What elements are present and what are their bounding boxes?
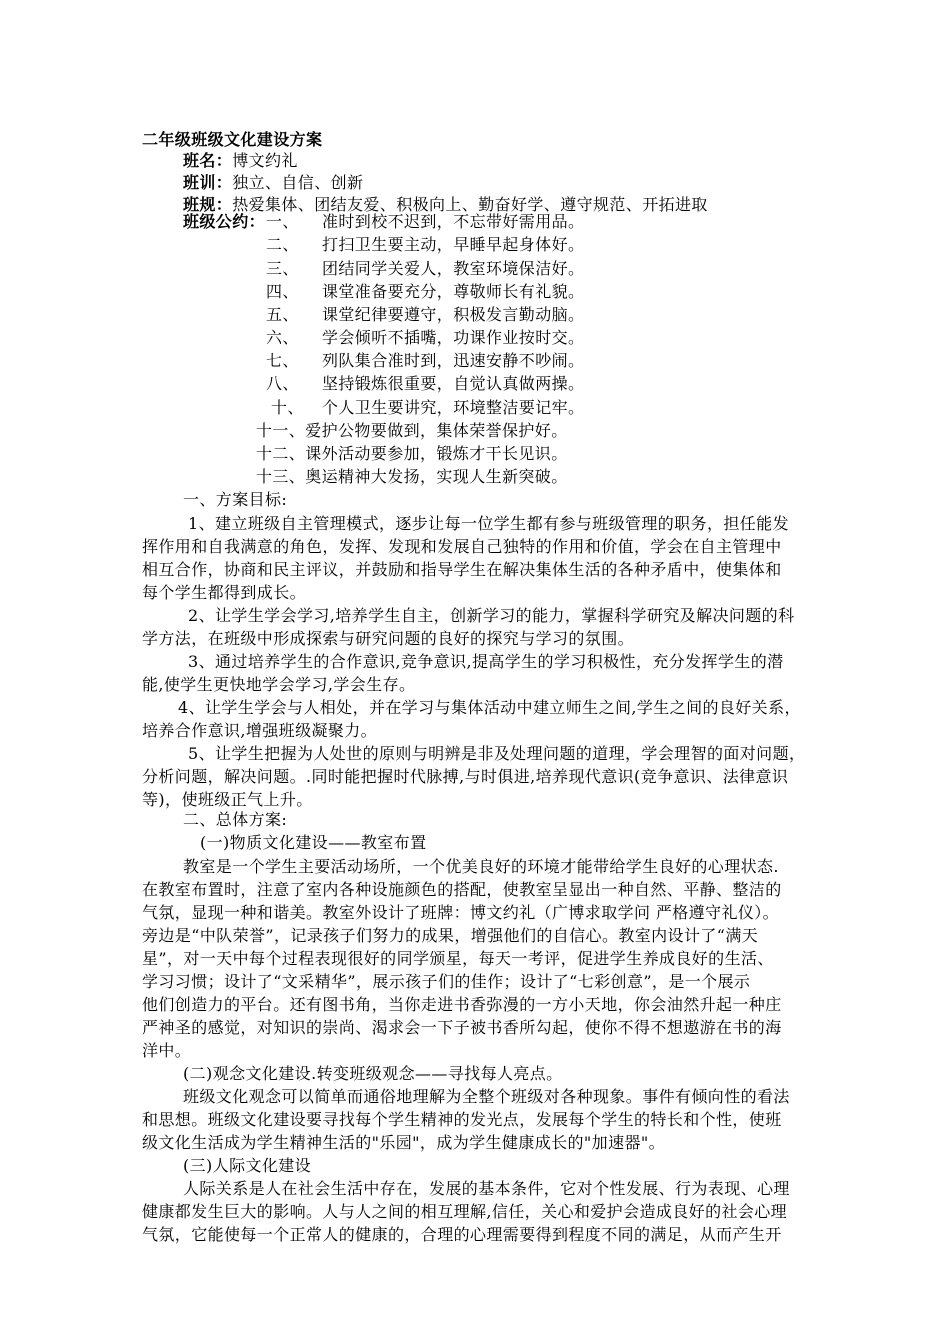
section-heading: 一、方案目标: xyxy=(183,490,288,509)
paragraph-line: 等)，使班级正气上升。 xyxy=(142,790,313,809)
paragraph-line: 洋中。 xyxy=(142,1041,192,1060)
paragraph-line: 分析问题，解决问题。.同时能把握时代脉搏,与时俱进,培养现代意识(竞争意识、法律意识 xyxy=(142,767,789,786)
paragraph-line: 相互合作，协商和民主评议，并鼓励和指导学生在解决集体生活的各种矛盾中，使集体和 xyxy=(142,560,782,579)
paragraph-line: 健康都发生巨大的影响。人与人之间的相互理解,信任，关心和爱护会造成良好的社会心理 xyxy=(142,1202,788,1221)
pact-item xyxy=(266,373,299,395)
class-name-value: 博文约礼 xyxy=(232,151,298,170)
paragraph-line: 星”，对一天中每个过程表现很好的同学颁星，每天一考评，促进学生养成良好的生活、 xyxy=(142,949,774,968)
pact-item-number: 二、 xyxy=(266,235,299,254)
pact-item-number: 十、 xyxy=(271,398,304,417)
pact-extra-item: 十二、课外活动要参加，锻炼才干长见识。 xyxy=(256,444,568,463)
pact-item xyxy=(266,327,299,349)
paragraph-line: 1、建立班级自主管理模式，逐步让每一位学生都有参与班级管理的职务，担任能发 xyxy=(188,514,789,533)
document-title: 二年级班级文化建设方案 xyxy=(142,130,323,149)
pact-item-text: 坚持锻炼很重要，自觉认真做两操。 xyxy=(322,374,585,393)
paragraph-line: 2、让学生学会学习,培养学生自主，创新学习的能力，掌握科学研究及解决问题的科 xyxy=(188,606,795,625)
paragraph-line: 在教室布置时，注意了室内各种设施颜色的搭配，使教室呈显出一种自然、平静、整洁的 xyxy=(142,880,782,899)
paragraph-line: 学习习惯；设计了“文采精华”，展示孩子们的佳作；设计了“七彩创意”，是一个展示 xyxy=(142,972,751,991)
paragraph-line: 班级文化观念可以简单而通俗地理解为全整个班级对各种现象。事件有倾向性的看法 xyxy=(183,1087,790,1106)
subsection-heading: (三)人际文化建设 xyxy=(183,1156,312,1175)
class-rules-value: 热爱集体、团结友爱、积极向上、勤奋好学、遵守规范、开拓进取 xyxy=(232,195,708,214)
paragraph-line: 级文化生活成为学生精神生活的"乐园"，成为学生健康成长的"加速器"。 xyxy=(142,1133,666,1152)
pact-item-text: 个人卫生要讲究，环境整洁要记牢。 xyxy=(322,398,585,417)
class-motto-value: 独立、自信、创新 xyxy=(232,173,364,192)
pact-item xyxy=(266,258,299,280)
pact-extra-item: 十三、奥运精神大发扬，实现人生新突破。 xyxy=(256,467,568,486)
class-rules-label: 班规： xyxy=(183,195,233,214)
pact-item xyxy=(266,304,299,326)
paragraph-line: 每个学生都得到成长。 xyxy=(142,583,307,602)
class-motto-label: 班训： xyxy=(183,173,233,192)
pact-item-number: 五、 xyxy=(266,305,299,324)
section-heading: 二、总体方案: xyxy=(183,810,288,829)
pact-item xyxy=(266,211,299,233)
paragraph-line: 和思想。班级文化建设要寻找每个学生精神的发光点，发展每个学生的特长和个性，使班 xyxy=(142,1110,782,1129)
pact-item xyxy=(266,281,299,303)
pact-item-number: 一、 xyxy=(266,212,299,231)
pact-item-text: 团结同学关爱人，教室环境保洁好。 xyxy=(322,259,585,278)
paragraph-line: 旁边是“中队荣誉”，记录孩子们努力的成果，增强他们的自信心。教室内设计了“满天 xyxy=(142,926,759,945)
paragraph-line: 3、通过培养学生的合作意识,竞争意识,提高学生的学习积极性，充分发挥学生的潜 xyxy=(188,652,784,671)
paragraph-line: 培养合作意识,增强班级凝聚力。 xyxy=(142,721,378,740)
class-pact-label: 班级公约： xyxy=(183,212,266,231)
pact-item-text: 准时到校不迟到，不忘带好需用品。 xyxy=(322,212,585,231)
subsection-heading: (二)观念文化建设.转变班级观念——寻找每人亮点。 xyxy=(183,1064,563,1083)
paragraph-line: 严神圣的感觉，对知识的崇尚、渴求会一下子被书香所勾起，使你不得不想遨游在书的海 xyxy=(142,1018,782,1037)
pact-extra-item: 十一、爱护公物要做到，集体荣誉保护好。 xyxy=(256,421,568,440)
pact-item-number: 三、 xyxy=(266,259,299,278)
pact-item-number: 八、 xyxy=(266,374,299,393)
pact-item-text: 课堂纪律要遵守，积极发言勤动脑。 xyxy=(322,305,585,324)
paragraph-line: 人际关系是人在社会生活中存在，发展的基本条件，它对个性发展、行为表现、心理 xyxy=(183,1179,790,1198)
pact-item-text: 学会倾听不插嘴，功课作业按时交。 xyxy=(322,328,585,347)
paragraph-line: 气氛，它能使每一个正常人的健康的，合理的心理需要得到程度不同的满足，从而产生开 xyxy=(142,1225,782,1244)
paragraph-line: 挥作用和自我满意的角色，发挥、发现和发展自己独特的作用和价值，学会在自主管理中 xyxy=(142,537,782,556)
subsection-heading: (一)物质文化建设——教室布置 xyxy=(200,833,427,852)
paragraph-line: 教室是一个学生主要活动场所，一个优美良好的环境才能带给学生良好的心理状态. xyxy=(183,857,779,876)
paragraph-line: 他们创造力的平台。还有图书角，当你走进书香弥漫的一方小天地，你会油然升起一种庄 xyxy=(142,995,782,1014)
pact-item-text: 打扫卫生要主动，早睡早起身体好。 xyxy=(322,235,585,254)
pact-item-number: 六、 xyxy=(266,328,299,347)
pact-item xyxy=(271,397,304,419)
class-name-row xyxy=(183,150,298,172)
pact-item-text: 课堂准备要充分，尊敬师长有礼貌。 xyxy=(322,282,585,301)
pact-item xyxy=(266,350,299,372)
class-name-label: 班名： xyxy=(183,151,233,170)
class-motto-row xyxy=(183,172,363,194)
paragraph-line: 气氛，显现一种和谐美。教室外设计了班牌：博文约礼（广博求取学问 严格遵守礼仪）。 xyxy=(142,903,780,922)
pact-item-text: 列队集合准时到，迅速安静不吵闹。 xyxy=(322,351,585,370)
pact-item xyxy=(266,234,299,256)
pact-item-number: 七、 xyxy=(266,351,299,370)
paragraph-line: 5、让学生把握为人处世的原则与明辨是非及处理问题的道理，学会理智的面对问题， xyxy=(188,744,806,763)
paragraph-line: 学方法，在班级中形成探索与研究问题的良好的探究与学习的氛围。 xyxy=(142,629,635,648)
paragraph-line: 能,使学生更快地学会学习,学会生存。 xyxy=(142,675,416,694)
pact-item-number: 四、 xyxy=(266,282,299,301)
paragraph-line: 4、让学生学会与人相处，并在学习与集体活动中建立师生之间,学生之间的良好关系， xyxy=(178,698,801,717)
